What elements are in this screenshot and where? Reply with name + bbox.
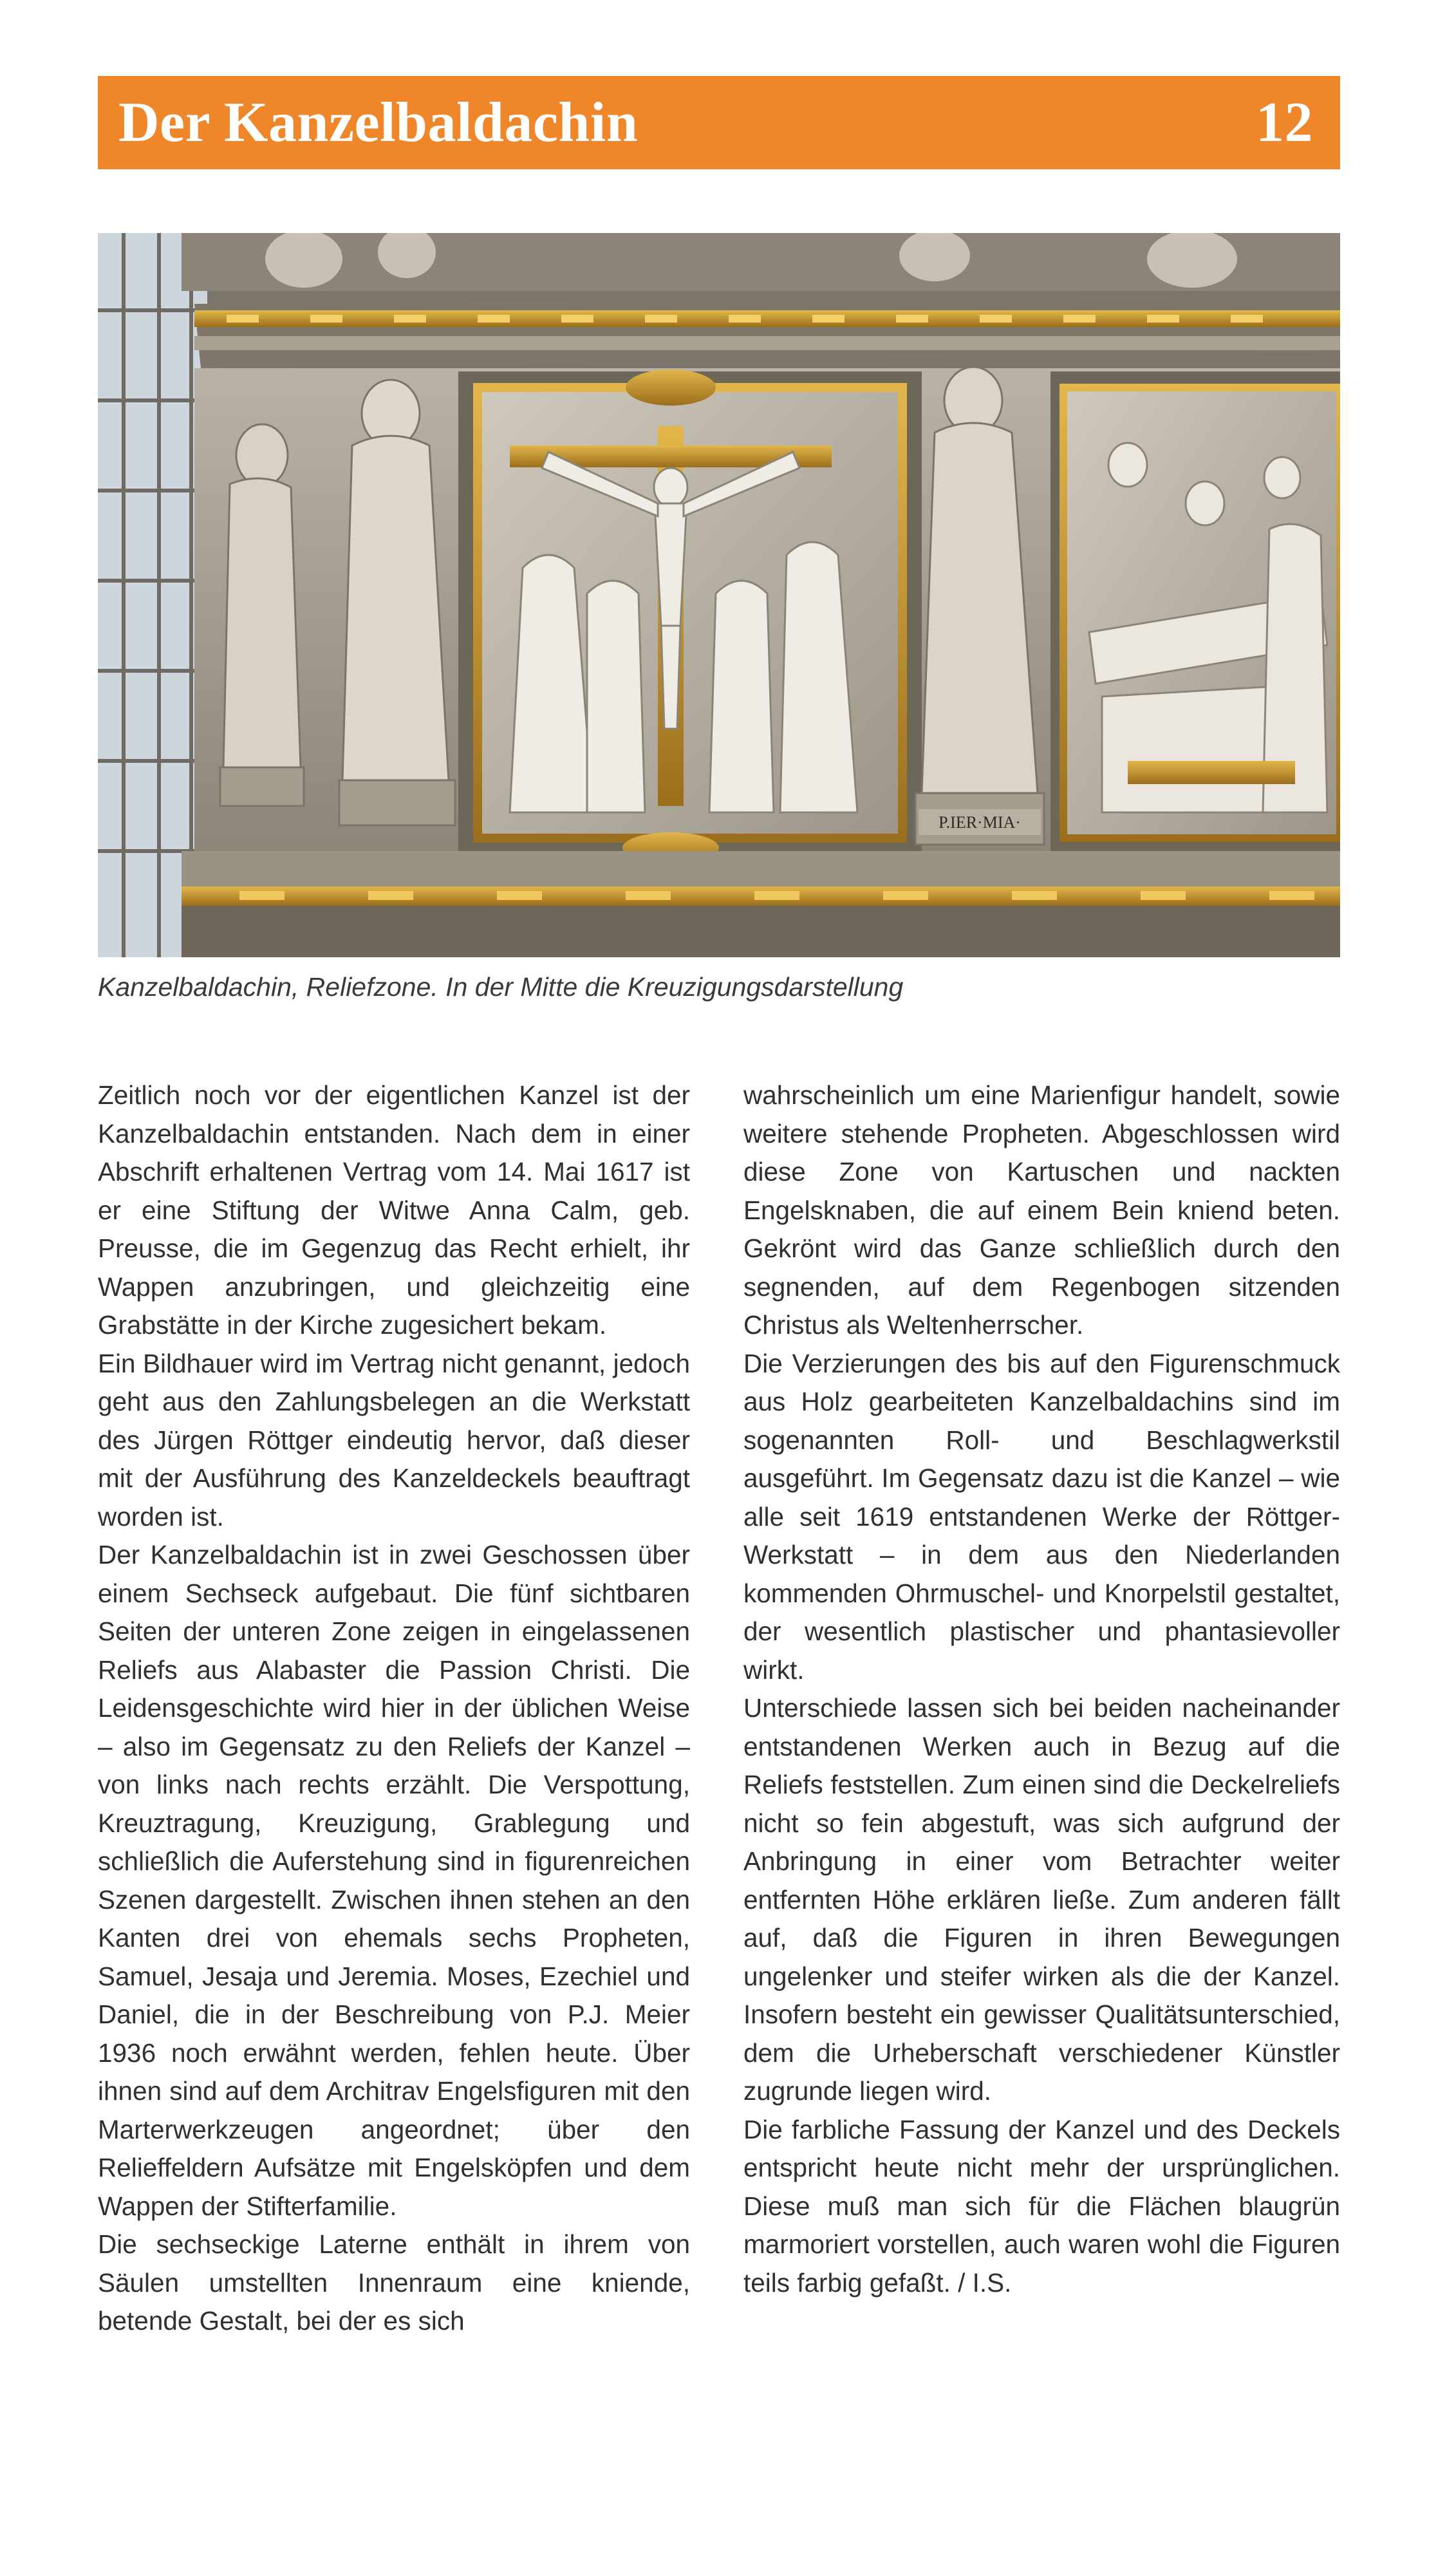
paragraph: Der Kanzelbaldachin ist in zwei Geschossen über einem Sechseck aufgebaut. Die fünf sichtbaren Seiten der unteren Zone zeigen in eingelassenen Reliefs aus Alabaster die Passion Christi. Die Leidensgeschichte wird hier in der üblichen Weise – also im Gegensatz zu den Reliefs der Kanzel – von links nach rechts erzählt. Die Verspottung, Kreuztragung, Kreuzigung, Grablegung und schließlich die Auferstehung sind in figurenreichen Szenen dargestellt. Zwischen ihnen stehen an den Kanten drei von ehemals sechs Propheten, Samuel, Jesaja und Jeremia. Moses, Ezechiel und Daniel, die in der Beschreibung von P.J. Meier 1936 noch erwähnt werden, fehlen heute. Über ihnen sind auf dem Architrav Engelsfiguren mit den Marterwerkzeugen angeordnet; über den Relieffeldern Aufsätze mit Engelsköpfen und dem Wappen der Stifterfamilie. bbox=[98, 1540, 690, 2221]
prophet-inscription: P.IER·MIA· bbox=[938, 813, 1021, 832]
section-number: 12 bbox=[1256, 91, 1313, 154]
paragraph: Die farbliche Fassung der Kanzel und des Deckels entspricht heute nicht mehr der ursprünglichen. Diese muß man sich für die Flächen blaugrün marmoriert vorstellen, auch waren wohl die Figuren teils farbig gefaßt. / I.S. bbox=[743, 2114, 1340, 2298]
section-header bbox=[98, 76, 1340, 169]
photo-caption: Kanzelbaldachin, Reliefzone. In der Mitte die Kreuzigungsdarstellung bbox=[98, 972, 904, 1002]
paragraph: Unterschiede lassen sich bei beiden nacheinander entstandenen Werken auch in Bezug auf die Reliefs feststellen. Zum einen sind die Deckelreliefs nicht so fein abgestuft, was sich aufgrund der Anbringung in einer vom Betrachter weiter entfernten Höhe erklären ließe. Zum anderen fällt auf, daß die Figuren in ihren Bewegungen ungelenker und steifer wirken als die der Kanzel. Insofern besteht ein gewisser Qualitätsunterschied, dem die Urheberschaft verschiedener Künstler zugrunde liegen wird. bbox=[743, 1693, 1340, 2106]
paragraph: wahrscheinlich um eine Marienfigur handelt, sowie weitere stehende Propheten. Abgeschlossen wird diese Zone von Kartuschen und nackten Engelsknaben, die auf einem Bein kniend beten. Gekrönt wird das Ganze schließlich durch den segnenden, auf dem Regenbogen sitzenden Christus als Weltenherrscher. bbox=[743, 1080, 1340, 1340]
paragraph: Ein Bildhauer wird im Vertrag nicht genannt, jedoch geht aus den Zahlungsbelegen an die Werkstatt des Jürgen Röttger eindeutig hervor, daß dieser mit der Ausführung des Kanzeldeckels beauftragt worden ist. bbox=[98, 1348, 690, 1531]
paragraph: Zeitlich noch vor der eigentlichen Kanzel ist der Kanzelbaldachin entstanden. Nach dem in einer Abschrift erhaltenen Vertrag vom 14. Mai 1617 ist er eine Stiftung der Witwe Anna Calm, geb. Preusse, die im Gegenzug das Recht erhielt, ihr Wappen anzubringen, und gleichzeitig eine Grabstätte in der Kirche zugesichert bekam. bbox=[98, 1080, 690, 1340]
section-title: Der Kanzelbaldachin bbox=[118, 91, 639, 154]
text-column-right bbox=[743, 1076, 1340, 2302]
paragraph: Die Verzierungen des bis auf den Figurenschmuck aus Holz gearbeiteten Kanzelbaldachins sind im sogenannten Roll- und Beschlagwerkstil ausgeführt. Im Gegensatz dazu ist die Kanzel – wie alle seit 1619 entstandenen Werke der Röttger-Werkstatt – in dem aus den Niederlanden kommenden Ohrmuschel- und Knorpelstil gestaltet, der wesentlich plastischer und phantasievoller wirkt. bbox=[743, 1348, 1340, 1685]
relief-photo bbox=[98, 233, 1340, 957]
paragraph: Die sechseckige Laterne enthält in ihrem von Säulen umstellten Innenraum eine kniende, betende Gestalt, bei der es sich bbox=[98, 2229, 690, 2336]
text-column-left bbox=[98, 1076, 690, 2341]
